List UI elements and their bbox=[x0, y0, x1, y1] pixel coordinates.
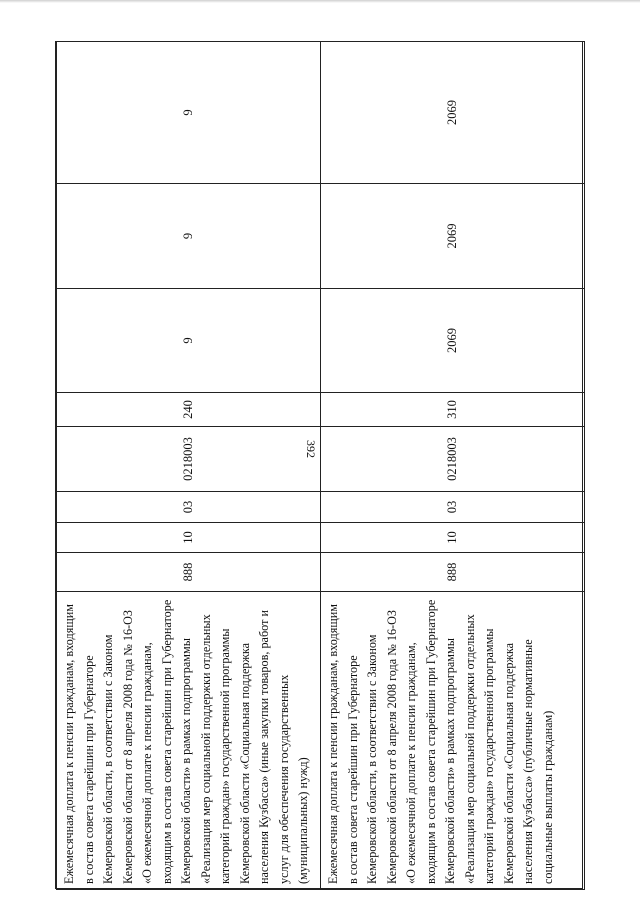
row-description: Ежемесячная доплата к пенсии гражданам, входящим в состав совета старейшин при Губернаторе Кемеровской области, в соответствии с Законом Кемеровской области от 8 апреля 2008 года № 16-ОЗ «О ежемесячной доплате к пенсии гражданам, входящим в состав совета старейшин при Губернаторе Кемеровской области» в рамках подпрограммы «Реализация мер социальной поддержки отдельных категорий граждан» государственной программы Кемеровской области «Социальная поддержка населения Кузбасса» (публичные нормативные социальные выплаты гражданам) bbox=[321, 592, 585, 890]
expense-type-code: 240 bbox=[57, 393, 321, 427]
scan-edge bbox=[0, 0, 640, 3]
subsection-code: 03 bbox=[321, 492, 585, 523]
table-row bbox=[321, 42, 585, 890]
amount-year-3: 2069 bbox=[321, 42, 585, 184]
budget-table-frame bbox=[55, 41, 583, 889]
amount-year-2: 2069 bbox=[321, 184, 585, 289]
rotated-table-wrapper bbox=[56, 42, 584, 890]
amount-year-2: 9 bbox=[57, 184, 321, 289]
subsection-code: 03 bbox=[57, 492, 321, 523]
table-row bbox=[57, 42, 321, 890]
ministry-code: 888 bbox=[57, 553, 321, 592]
expense-type-code: 310 bbox=[321, 393, 585, 427]
page-number: 392 bbox=[304, 440, 318, 458]
amount-year-1: 9 bbox=[57, 289, 321, 393]
row-description: Ежемесячная доплата к пенсии гражданам, входящим в состав совета старейшин при Губернаторе Кемеровской области, в соответствии с Законом Кемеровской области от 8 апреля 2008 года № 16-ОЗ «О ежемесячной доплате к пенсии гражданам, входящим в состав совета старейшин при Губернаторе Кемеровской области» в рамках подпрограммы «Реализация мер социальной поддержки отдельных категорий граждан» государственной программы Кемеровской области «Социальная поддержка населения Кузбасса» (иные закупки товаров, работ и услуг для обеспечения государственных (муниципальных) нужд) bbox=[57, 592, 321, 890]
target-article-code: 0218003 bbox=[57, 427, 321, 492]
amount-year-1: 2069 bbox=[321, 289, 585, 393]
budget-table bbox=[56, 41, 585, 890]
section-code: 10 bbox=[57, 523, 321, 553]
ministry-code: 888 bbox=[321, 553, 585, 592]
target-article-code: 0218003 bbox=[321, 427, 585, 492]
amount-year-3: 9 bbox=[57, 42, 321, 184]
section-code: 10 bbox=[321, 523, 585, 553]
